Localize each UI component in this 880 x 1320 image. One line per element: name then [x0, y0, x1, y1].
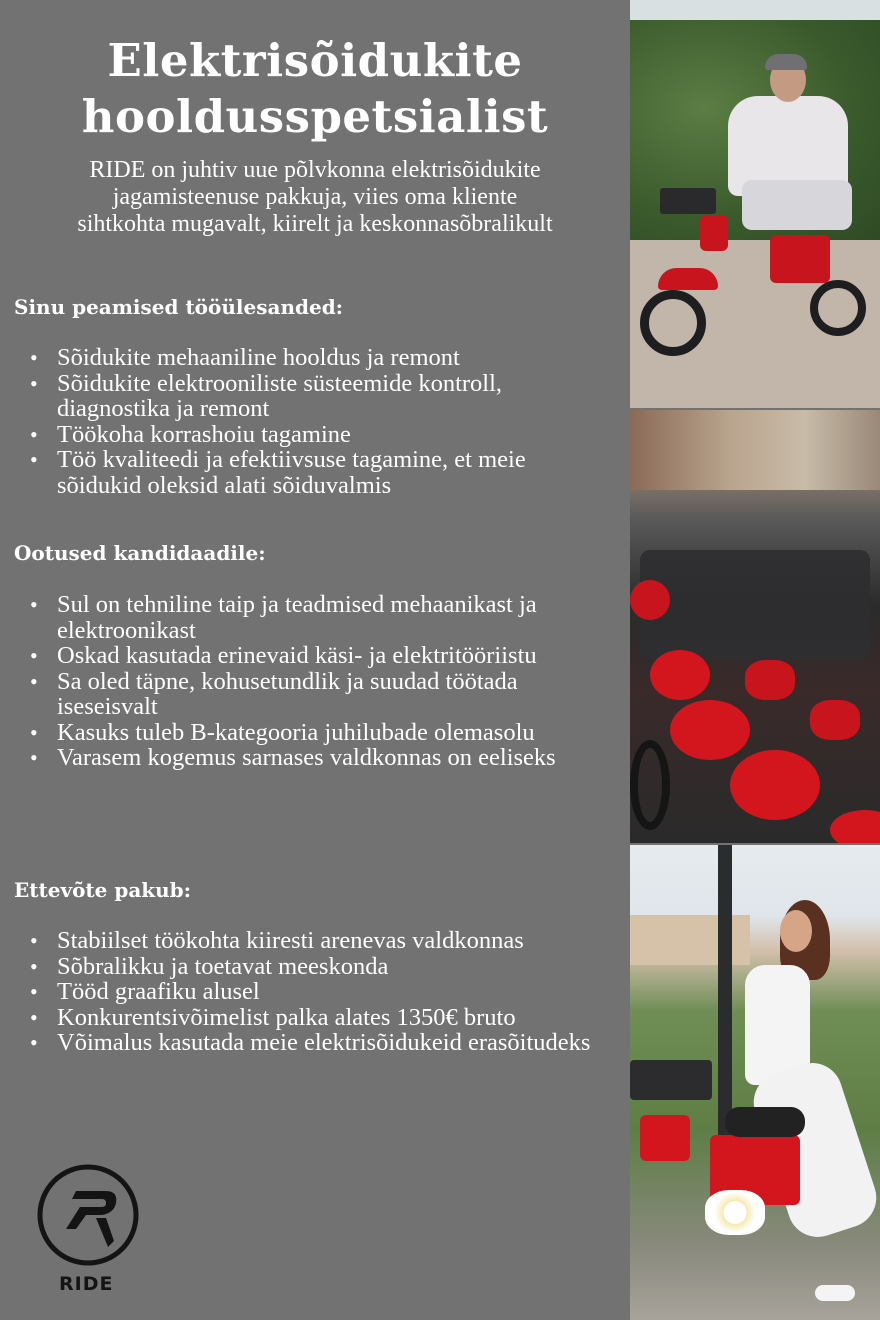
intro-text [0, 157, 630, 238]
tasks-list [30, 345, 610, 498]
list-item: • Stabiilset töökohta kiiresti arenevas valdkonnas [30, 928, 610, 954]
title-line-1: Elektrisõidukite [107, 34, 523, 87]
list-item: • Sul on tehniline taip ja teadmised mehaanikast ja elektroonikast [30, 592, 610, 643]
intro-line-1: RIDE on juhtiv uue põlvkonna elektrisõidukite [89, 157, 541, 183]
list-item: • Kasuks tuleb B-kategooria juhilubade olemasolu [30, 720, 610, 746]
page-title [0, 33, 630, 145]
list-item: • Varasem kogemus sarnases valdkonnas on eeliseks [30, 745, 610, 771]
list-item: • Tööd graafiku alusel [30, 979, 610, 1005]
list-item: • Töö kvaliteedi ja efektiivsuse tagamine, et meie sõidukid oleksid alati sõiduvalmis [30, 447, 610, 498]
list-item: • Sõidukite elektrooniliste süsteemide kontroll, diagnostika ja remont [30, 371, 610, 422]
ride-logo-text: RIDE [59, 1273, 114, 1295]
expectations-list [30, 592, 610, 771]
photo-man-on-scooter [630, 0, 880, 408]
list-item: • Oskad kasutada erinevaid käsi- ja elektritööriistu [30, 643, 610, 669]
list-item: • Töökoha korrashoiu tagamine [30, 422, 610, 448]
intro-line-3: sihtkohta mugavalt, kiirelt ja keskonnasõbralikult [77, 211, 553, 237]
section-heading-expectations: Ootused kandidaadile: [14, 541, 266, 565]
section-heading-offer: Ettevõte pakub: [14, 878, 192, 902]
photo-woman-on-scooter [630, 845, 880, 1320]
intro-line-2: jagamisteenuse pakkuja, viies oma kliente [112, 184, 518, 210]
offer-list [30, 928, 610, 1056]
list-item: • Võimalus kasutada meie elektrisõidukeid erasõitudeks [30, 1030, 610, 1056]
title-line-2: hooldusspetsialist [81, 90, 549, 143]
ride-logo-icon [36, 1163, 140, 1267]
list-item: • Sa oled täpne, kohusetundlik ja suudad töötada iseseisvalt [30, 669, 610, 720]
section-heading-tasks: Sinu peamised tööülesanded: [14, 295, 344, 319]
photo-scooter-row [630, 410, 880, 843]
list-item: • Konkurentsivõimelist palka alates 1350€ bruto [30, 1005, 610, 1031]
list-item: • Sõidukite mehaaniline hooldus ja remont [30, 345, 610, 371]
list-item: • Sõbralikku ja toetavat meeskonda [30, 954, 610, 980]
